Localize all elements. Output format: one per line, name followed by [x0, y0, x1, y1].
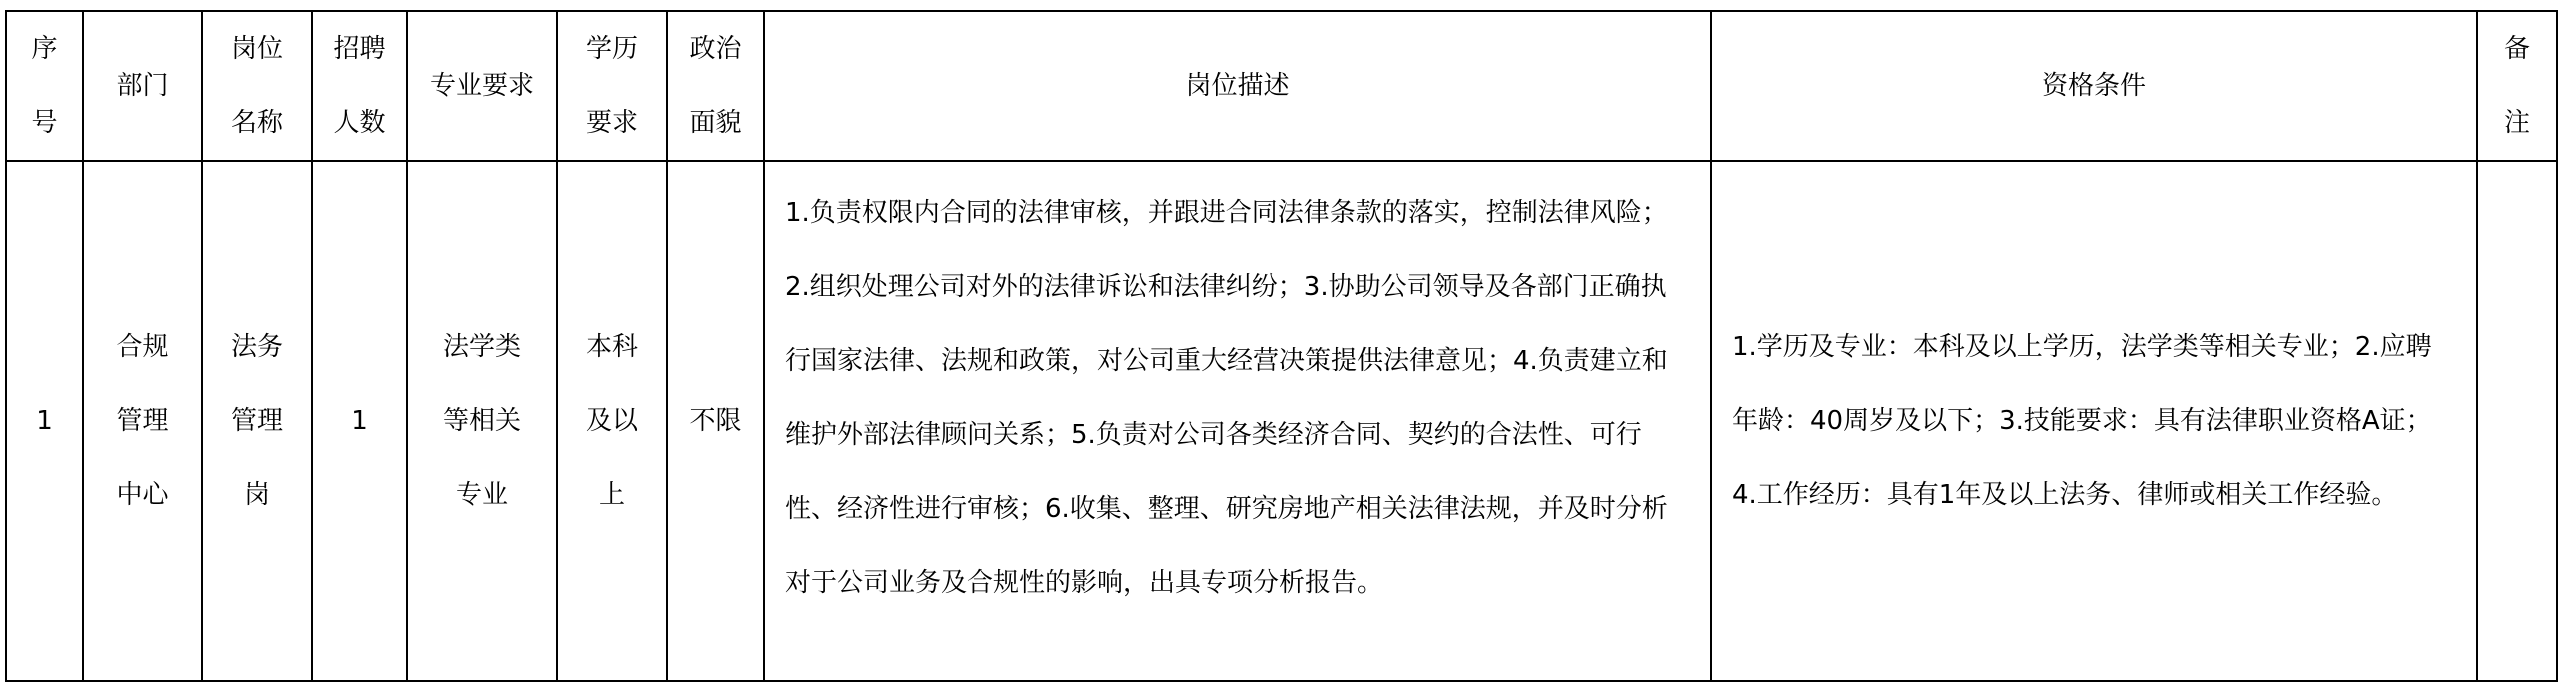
cell-description: 1.负责权限内合同的法律审核，并跟进合同法律条款的落实，控制法律风险；2.组织处理公司对外的法律诉讼和法律纠纷；3.协助公司领导及各部门正确执行国家法律、法规和政策，对公司重大经营决策提供法律意见；4.负责建立和维护外部法律顾问关系；5.负责对公司各类经济合同、契约的合法性、可行性、经济性进行审核；6.收集、整理、研究房地产相关法律法规，并及时分析对于公司业务及合规性的影响，出具专项分析报告。 [764, 161, 1711, 681]
header-major: 专业要求 [407, 11, 557, 161]
recruitment-table [5, 10, 2558, 682]
header-remarks: 备注 [2477, 11, 2557, 161]
cell-education: 本科及以上 [557, 161, 667, 681]
cell-position: 法务管理岗 [202, 161, 312, 681]
header-department: 部门 [83, 11, 202, 161]
table-row [6, 161, 2557, 681]
cell-qualifications: 1.学历及专业：本科及以上学历，法学类等相关专业；2.应聘年龄：40周岁及以下；3.技能要求：具有法律职业资格A证；4.工作经历：具有1年及以上法务、律师或相关工作经验。 [1711, 161, 2477, 681]
cell-remarks [2477, 161, 2557, 681]
cell-no: 1 [6, 161, 83, 681]
header-political: 政治面貌 [667, 11, 764, 161]
header-description: 岗位描述 [764, 11, 1711, 161]
cell-political: 不限 [667, 161, 764, 681]
header-qualifications: 资格条件 [1711, 11, 2477, 161]
cell-major: 法学类等相关专业 [407, 161, 557, 681]
header-position: 岗位名称 [202, 11, 312, 161]
cell-headcount: 1 [312, 161, 407, 681]
table-header-row [6, 11, 2557, 161]
header-education: 学历要求 [557, 11, 667, 161]
header-no: 序号 [6, 11, 83, 161]
cell-department: 合规管理中心 [83, 161, 202, 681]
header-headcount: 招聘人数 [312, 11, 407, 161]
